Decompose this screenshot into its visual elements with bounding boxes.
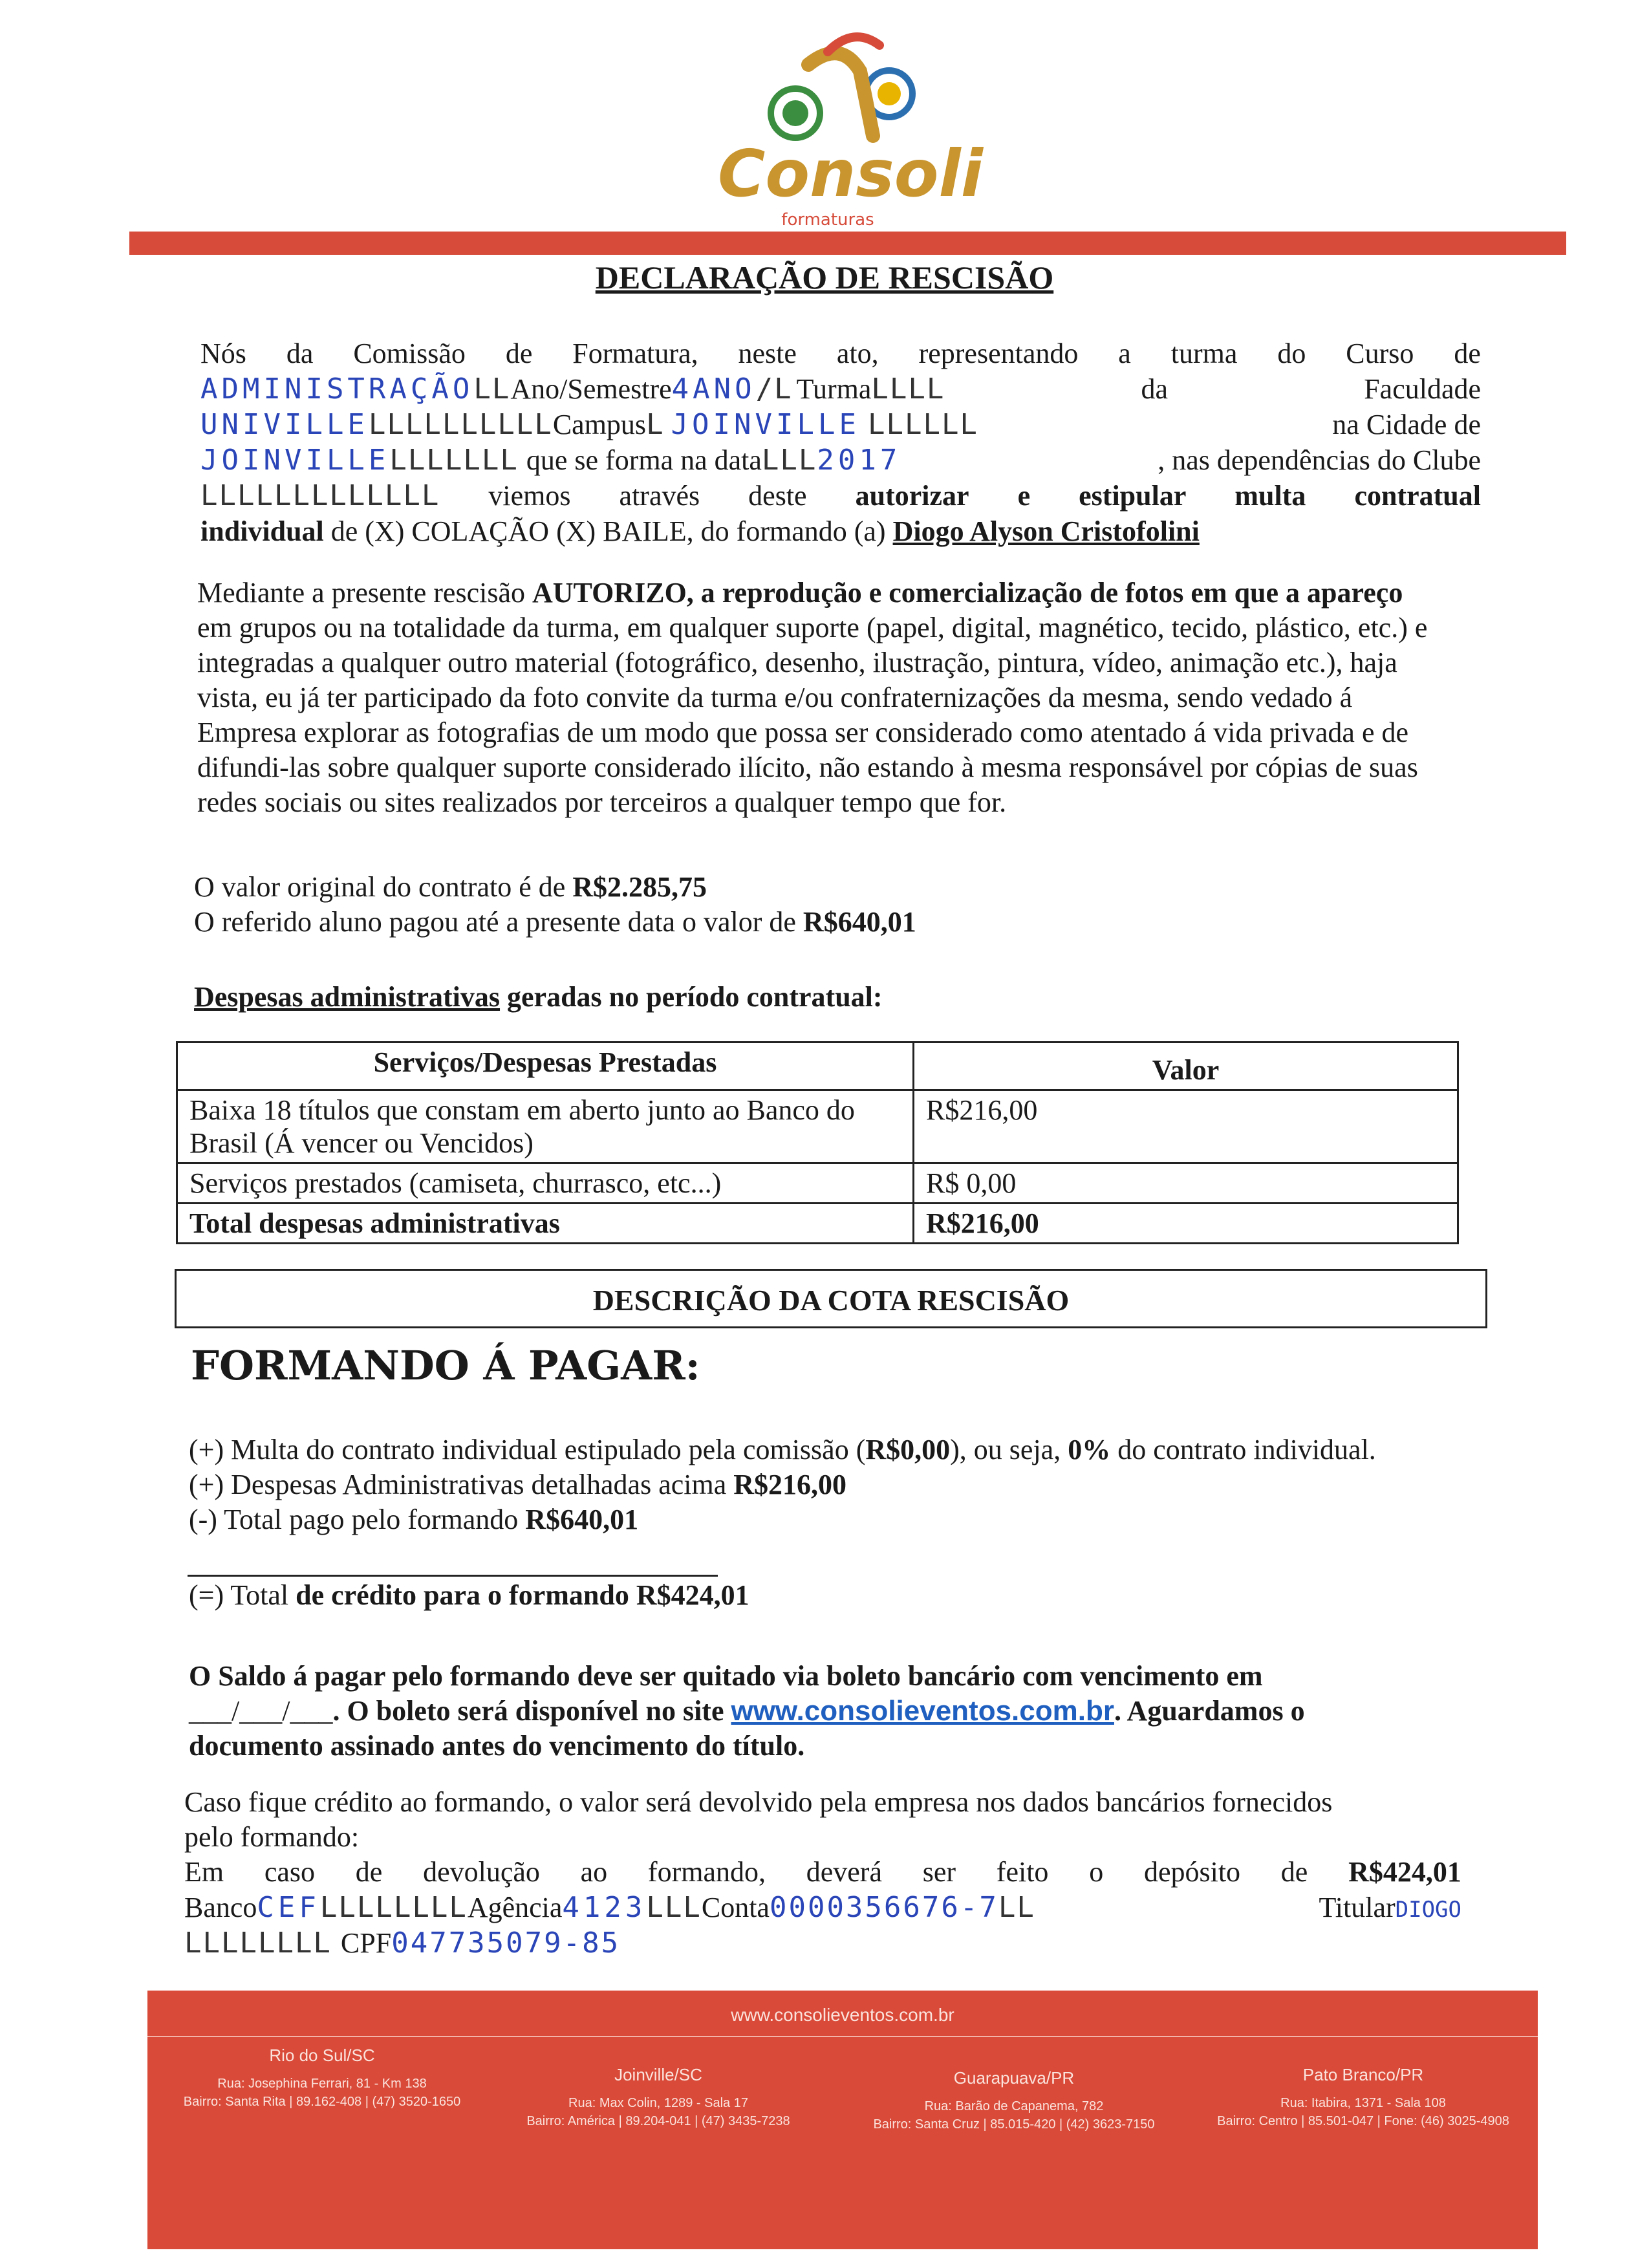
- credit-total-a: (=) Total: [189, 1579, 289, 1611]
- auth-line-4: vista, eu já ter participado da foto convite da turma e/ou confraternizações da mesma, sendo vedado á: [197, 682, 1353, 713]
- intro-w3: Comissão: [353, 338, 466, 369]
- auth-line-7: redes sociais ou sites realizados por terceiros a qualquer tempo que for.: [197, 786, 1007, 818]
- intro-w12: Curso: [1346, 338, 1414, 369]
- intro-w4: de: [505, 338, 533, 369]
- original-value: R$2.285,75: [572, 871, 707, 903]
- intro-w6: neste: [738, 338, 797, 369]
- course-field: ADMINISTRAÇÃO: [200, 373, 474, 405]
- row-desc: Serviços prestados (camiseta, churrasco, etc...): [177, 1163, 914, 1204]
- saldo-l2c: . Aguardamos o: [1114, 1695, 1305, 1727]
- dev-w2: caso: [264, 1856, 316, 1888]
- campus-boxes-pre: L: [646, 408, 665, 441]
- auth-line-5: Empresa explorar as fotografias de um modo que possa ser considerado como atentado á vida privada e de: [197, 717, 1409, 748]
- conta-boxes: LL: [998, 1891, 1035, 1924]
- intro-line-5: [200, 479, 1481, 513]
- col-value-header: Valor: [914, 1042, 1458, 1090]
- multa-text-a: (+) Multa do contrato individual estipulado pela comissão (: [189, 1434, 866, 1465]
- dev-w11: depósito: [1143, 1856, 1241, 1888]
- faculdade-word: Faculdade: [1364, 373, 1482, 405]
- dependencias-label: , nas dependências do Clube: [1158, 444, 1481, 476]
- cpf-field: 047735079-85: [391, 1927, 621, 1960]
- course-boxes: LL: [473, 373, 511, 405]
- dev-w9: feito: [996, 1856, 1049, 1888]
- expenses-heading: [194, 980, 883, 1015]
- dev-w1: Em: [184, 1856, 224, 1888]
- intro-line-2: [200, 372, 1481, 407]
- total-label: Total despesas administrativas: [177, 1204, 914, 1244]
- viemos-w2: através: [619, 480, 700, 512]
- banco-label: Banco: [184, 1892, 257, 1923]
- pago-value: R$640,01: [525, 1504, 639, 1535]
- e-word: e: [1017, 480, 1031, 512]
- office-city: Joinville/SC: [614, 2065, 702, 2084]
- intro-line-1: [200, 336, 1481, 371]
- pago-line: [189, 1502, 1482, 1537]
- table-header-row: [177, 1042, 1458, 1090]
- paid-value-label: O referido aluno pagou até a presente data o valor de: [194, 906, 796, 938]
- office-rio-do-sul: [160, 2046, 484, 2111]
- authorization-paragraph: [197, 576, 1484, 820]
- table-row: [177, 1090, 1458, 1163]
- credit-line-1: Caso fique crédito ao formando, o valor será devolvido pela empresa nos dados bancários fornecidos: [184, 1786, 1333, 1818]
- footer-divider: [147, 2036, 1538, 2037]
- auth-l2a: em grupos ou na totalidade da turma,: [197, 612, 620, 643]
- cota-box: [175, 1269, 1487, 1328]
- dev-w5: ao: [580, 1856, 608, 1888]
- office-addr2: Bairro: Centro | 85.501-047 | Fone: (46) 3025-4908: [1217, 2114, 1509, 2128]
- faculty-field: UNIVILLE: [200, 408, 369, 441]
- cota-title: DESCRIÇÃO DA COTA RESCISÃO: [592, 1284, 1070, 1317]
- contract-values: [194, 870, 1423, 940]
- header-red-bar: [129, 232, 1566, 255]
- logo-wordmark: Consoli: [718, 136, 984, 211]
- saldo-line-2: [189, 1694, 1482, 1729]
- auth-line-1: [197, 576, 1484, 610]
- saldo-l2b: . O boleto será disponível no site: [332, 1695, 724, 1727]
- intro-w8: representando: [918, 338, 1079, 369]
- intro-w1: Nós: [200, 338, 246, 369]
- date-field: 2017: [817, 444, 901, 477]
- col-services-header: Serviços/Despesas Prestadas: [177, 1042, 914, 1090]
- logo-subtitle: formaturas: [781, 210, 874, 230]
- turma-label: Turma: [796, 373, 872, 405]
- colacao-text: de (X) COLAÇÃO (X) BAILE, do formando (a): [330, 515, 886, 547]
- dev-w4: devolução: [423, 1856, 540, 1888]
- footer-band: [147, 1991, 1538, 2249]
- office-guarapuava: [846, 2068, 1182, 2133]
- intro-w7: ato,: [836, 338, 879, 369]
- intro-w10: turma: [1170, 338, 1238, 369]
- dev-w3: de: [355, 1856, 383, 1888]
- office-city: Rio do Sul/SC: [269, 2046, 375, 2065]
- office-addr1: Rua: Itabira, 1371 - Sala 108: [1280, 2096, 1446, 2110]
- expenses-heading-underlined: Despesas administrativas: [194, 981, 501, 1013]
- agencia-boxes: LLL: [646, 1891, 702, 1924]
- ano-field: 4ANO: [671, 373, 756, 405]
- expenses-table: [176, 1041, 1459, 1244]
- city-field: JOINVILLE: [200, 444, 390, 477]
- agencia-field: 4123: [562, 1891, 647, 1924]
- formando-calc: [189, 1432, 1482, 1537]
- office-addr2: Bairro: Santa Cruz | 85.015-420 | (42) 3623-7150: [873, 2117, 1155, 2132]
- saldo-paragraph: [189, 1659, 1482, 1764]
- da-word: da: [1141, 373, 1169, 405]
- auth-l2b: em qualquer suporte (papel, digital, magnético, tecido, plástico, etc.) e: [627, 612, 1428, 643]
- faculty-boxes: LLLLLLLLLL: [368, 408, 553, 441]
- due-date-blank: ___/___/___: [189, 1695, 333, 1727]
- office-city: Pato Branco/PR: [1302, 2065, 1424, 2084]
- dev-w8: ser: [922, 1856, 956, 1888]
- auth-line-3: integradas a qualquer outro material (fotográfico, desenho, ilustração, pintura, vídeo, animação etc.), haja: [197, 647, 1397, 678]
- row-value: R$ 0,00: [914, 1163, 1458, 1204]
- paid-value: R$640,01: [803, 906, 916, 938]
- conta-label: Conta: [701, 1892, 770, 1923]
- multa-text-b: ), ou seja,: [950, 1434, 1061, 1465]
- multa-value: R$0,00: [865, 1434, 951, 1465]
- office-pato-branco: [1195, 2065, 1531, 2130]
- office-joinville: [497, 2065, 820, 2130]
- campus-label: Campus: [552, 409, 647, 440]
- office-addr1: Rua: Barão de Capanema, 782: [924, 2099, 1104, 2113]
- credit-total-b: de crédito para o formando R$424,01: [296, 1579, 749, 1611]
- auth-l1a: Mediante a presente rescisão: [197, 577, 525, 609]
- row-value: R$216,00: [914, 1090, 1458, 1163]
- credit-line-2: pelo formando:: [184, 1821, 360, 1853]
- clube-boxes: LLLLLLLLLLLLL: [200, 479, 440, 512]
- dev-w6: formando,: [647, 1856, 766, 1888]
- auth-line-2: [197, 610, 1484, 645]
- sum-rule: [188, 1575, 718, 1577]
- formando-heading: FORMANDO Á PAGAR:: [191, 1342, 700, 1389]
- office-city: Guarapuava/PR: [953, 2068, 1075, 2088]
- intro-w9: a: [1118, 338, 1131, 369]
- banco-field: CEF: [257, 1891, 320, 1924]
- row-desc: Baixa 18 títulos que constam em aberto junto ao Banco do Brasil (Á vencer ou Vencidos): [177, 1090, 914, 1163]
- cpf-label: CPF: [340, 1927, 392, 1959]
- intro-w11: do: [1277, 338, 1306, 369]
- titular-boxes: LLLLLLLL: [184, 1927, 332, 1960]
- dev-w12: de: [1280, 1856, 1308, 1888]
- logo: [698, 26, 984, 230]
- credit-paragraph: [184, 1785, 1484, 1855]
- student-name: Diogo Alyson Cristofolini: [892, 515, 1200, 547]
- cidade-label: na Cidade de: [1332, 409, 1481, 440]
- forma-label: que se forma na data: [526, 444, 762, 476]
- auth-line-6: difundi-las sobre qualquer suporte considerado ilícito, não estando à mesma responsável por cópias de suas: [197, 751, 1418, 783]
- multa-line: [189, 1432, 1482, 1467]
- table-row: [177, 1163, 1458, 1204]
- credit-line-3: [184, 1855, 1461, 1890]
- campus-boxes: LLLLLL: [867, 408, 978, 441]
- intro-w2: da: [286, 338, 314, 369]
- saldo-line-1: O Saldo á pagar pelo formando deve ser quitado via boleto bancário com vencimento em: [189, 1660, 1263, 1692]
- dev-w7: deverá: [806, 1856, 882, 1888]
- banco-boxes: LLLLLLLL: [319, 1891, 468, 1924]
- intro-line-6: [200, 514, 1481, 549]
- total-value: R$216,00: [914, 1204, 1458, 1244]
- office-addr1: Rua: Josephina Ferrari, 81 - Km 138: [217, 2077, 427, 2091]
- ano-tail: /L: [755, 373, 793, 405]
- office-addr2: Bairro: Santa Rita | 89.162-408 | (47) 3520-1650: [183, 2095, 461, 2109]
- despesas-line: [189, 1467, 1482, 1502]
- original-value-label: O valor original do contrato é de: [194, 871, 566, 903]
- site-link[interactable]: www.consolieventos.com.br: [731, 1695, 1114, 1727]
- office-addr1: Rua: Max Colin, 1289 - Sala 17: [568, 2096, 748, 2110]
- conta-field: 0000356676-7: [769, 1891, 998, 1924]
- intro-line-4: [200, 443, 1481, 478]
- despesas-value: R$216,00: [733, 1469, 847, 1500]
- credit-total-line: [189, 1578, 749, 1613]
- estipular-word: estipular: [1079, 480, 1187, 512]
- turma-boxes: LLLL: [871, 373, 945, 405]
- agencia-label: Agência: [467, 1892, 563, 1923]
- bank-line: [184, 1890, 1461, 1927]
- multa-word: multa: [1234, 480, 1306, 512]
- original-value-line: [194, 870, 1423, 905]
- paid-value-line: [194, 905, 1423, 940]
- titular-label: Titular: [1319, 1892, 1396, 1923]
- pago-text: (-) Total pago pelo formando: [189, 1504, 519, 1535]
- multa-text-c: do contrato individual.: [1117, 1434, 1376, 1465]
- deposit-value: R$424,01: [1348, 1856, 1461, 1888]
- viemos-w1: viemos: [488, 480, 571, 512]
- cpf-line: [184, 1926, 1461, 1961]
- viemos-w3: deste: [748, 480, 807, 512]
- table-total-row: [177, 1204, 1458, 1244]
- dev-w10: o: [1089, 1856, 1104, 1888]
- intro-w5: Formatura,: [572, 338, 698, 369]
- auth-l1b: AUTORIZO, a reprodução e comercialização de fotos em que a apareço: [532, 577, 1403, 609]
- multa-percent: 0%: [1068, 1434, 1111, 1465]
- office-addr2: Bairro: América | 89.204-041 | (47) 3435-7238: [526, 2114, 790, 2128]
- individual-word: individual: [200, 515, 324, 547]
- ano-label: Ano/Semestre: [510, 373, 672, 405]
- footer-site: www.consolieventos.com.br: [731, 2005, 954, 2025]
- date-boxes: LLL: [761, 444, 817, 477]
- saldo-line-3: documento assinado antes do vencimento do título.: [189, 1730, 805, 1762]
- despesas-text: (+) Despesas Administrativas detalhadas acima: [189, 1469, 727, 1500]
- document-title: DECLARAÇÃO DE RESCISÃO: [595, 259, 1054, 296]
- expenses-heading-rest: geradas no período contratual:: [507, 981, 883, 1013]
- campus-field: JOINVILLE: [671, 408, 860, 441]
- city-boxes: LLLLLLL: [389, 444, 519, 477]
- intro-w13: de: [1454, 338, 1481, 369]
- contratual-word: contratual: [1354, 480, 1481, 512]
- autorizar-word: autorizar: [855, 480, 969, 512]
- intro-line-3: [200, 407, 1481, 442]
- titular-field: DIOGO: [1395, 1897, 1461, 1923]
